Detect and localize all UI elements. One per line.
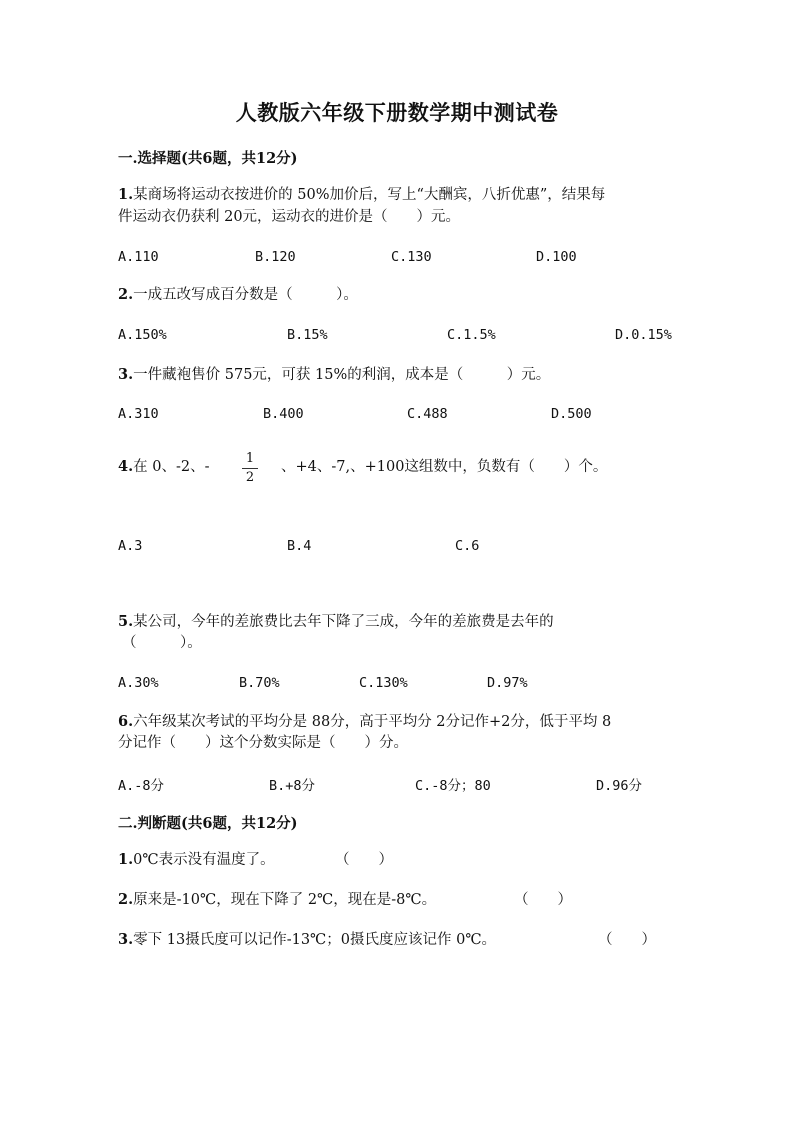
question-text: 一成五改写成百分数是（ ）。 bbox=[133, 287, 358, 303]
question-6-line-1 bbox=[118, 711, 611, 733]
option-d: D.0.15% bbox=[615, 327, 672, 343]
answer-parentheses: （ ） bbox=[335, 852, 393, 868]
question-1-line-1 bbox=[118, 184, 605, 206]
option-d: D.96分 bbox=[596, 778, 643, 794]
option-a: A.30% bbox=[118, 675, 159, 691]
option-c: C.130% bbox=[359, 675, 408, 691]
question-number: 3. bbox=[118, 366, 134, 383]
option-b: B.4 bbox=[287, 538, 312, 554]
question-number: 1. bbox=[118, 186, 134, 203]
question-1-line-2: 件运动衣仍获利 20元，运动衣的进价是（ ）元。 bbox=[118, 209, 461, 225]
question-text: 零下 13摄氏度可以记作-13℃；0摄氏度应该记作 0℃。 bbox=[133, 932, 497, 948]
question-5-line-2: （ ）。 bbox=[122, 635, 202, 651]
question-text: 原来是-10℃，现在下降了 2℃，现在是-8℃。 bbox=[133, 892, 437, 908]
question-6-line-2: 分记作（ ）这个分数实际是（ ）分。 bbox=[118, 735, 408, 751]
question-text: 一件藏袍售价 575元，可获 15%的利润，成本是（ ）元。 bbox=[133, 367, 551, 383]
judge-1 bbox=[118, 849, 275, 871]
option-a: A.150% bbox=[118, 327, 167, 343]
option-a: A.3 bbox=[118, 538, 143, 554]
option-c: C.130 bbox=[391, 249, 432, 265]
question-text: 0℃表示没有温度了。 bbox=[133, 852, 275, 868]
question-number: 3. bbox=[118, 931, 134, 948]
question-text: 某公司，今年的差旅费比去年下降了三成，今年的差旅费是去年的 bbox=[133, 614, 554, 630]
fraction-one-half bbox=[241, 452, 259, 485]
option-d: D.500 bbox=[551, 406, 592, 422]
question-number: 6. bbox=[118, 713, 134, 730]
answer-parentheses: （ ） bbox=[514, 892, 572, 908]
option-c: C.6 bbox=[455, 538, 480, 554]
option-c: C.488 bbox=[407, 406, 448, 422]
question-number: 2. bbox=[118, 891, 134, 908]
question-2 bbox=[118, 284, 358, 306]
question-number: 4. bbox=[118, 458, 134, 475]
question-number: 5. bbox=[118, 613, 134, 630]
judge-2 bbox=[118, 889, 436, 911]
fraction-numerator: 1 bbox=[245, 451, 255, 466]
option-b: B.+8分 bbox=[269, 778, 316, 794]
question-4-text-before bbox=[118, 456, 210, 478]
option-b: B.400 bbox=[263, 406, 304, 422]
option-c: C.-8分；80 bbox=[415, 778, 491, 794]
option-d: D.97% bbox=[487, 675, 528, 691]
question-text: 某商场将运动衣按进价的 50%加价后，写上“大酬宾，八折优惠”，结果每 bbox=[133, 187, 606, 203]
section-heading-judge: 二.判断题(共6题，共12分) bbox=[118, 815, 298, 832]
page-title: 人教版六年级下册数学期中测试卷 bbox=[235, 100, 559, 125]
option-b: B.120 bbox=[255, 249, 296, 265]
fraction-bar bbox=[242, 468, 258, 469]
question-text: 六年级某次考试的平均分是 88分，高于平均分 2分记作+2分，低于平均 8 bbox=[133, 714, 612, 730]
option-c: C.1.5% bbox=[447, 327, 496, 343]
option-a: A.110 bbox=[118, 249, 159, 265]
question-number: 2. bbox=[118, 286, 134, 303]
question-3 bbox=[118, 364, 550, 386]
question-4-text-after: 、+4、-7,、+100这组数中，负数有（ ）个。 bbox=[281, 459, 608, 475]
judge-3 bbox=[118, 929, 496, 951]
question-text: 在 0、-2、- bbox=[133, 459, 210, 475]
option-b: B.15% bbox=[287, 327, 328, 343]
section-heading-choice: 一.选择题(共6题，共12分) bbox=[118, 150, 298, 167]
question-number: 1. bbox=[118, 851, 134, 868]
option-b: B.70% bbox=[239, 675, 280, 691]
option-d: D.100 bbox=[536, 249, 577, 265]
option-a: A.310 bbox=[118, 406, 159, 422]
option-a: A.-8分 bbox=[118, 778, 165, 794]
answer-parentheses: （ ） bbox=[598, 932, 656, 948]
fraction-denominator: 2 bbox=[245, 470, 255, 485]
question-5-line-1 bbox=[118, 611, 554, 633]
